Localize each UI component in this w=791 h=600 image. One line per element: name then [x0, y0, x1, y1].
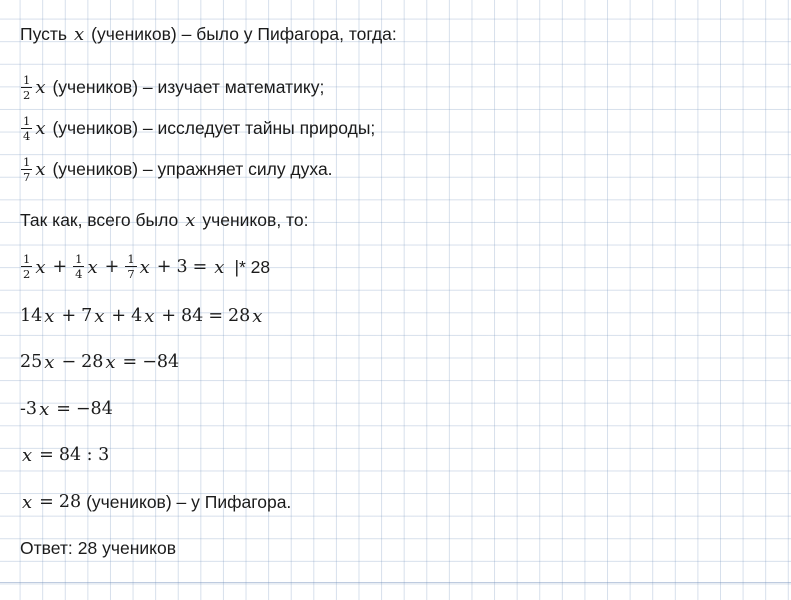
fraction-denominator: 4 — [75, 267, 83, 282]
since-after: учеников, то: — [202, 210, 309, 231]
equation-2-op-1: + — [61, 305, 77, 326]
equation-1-constant: 3 — [176, 257, 188, 277]
equation-2-rhs-var: x — [252, 305, 263, 327]
equation-3-equals: = — [122, 352, 138, 373]
equation-3-coef-1: 25 — [20, 352, 43, 373]
fraction-3-variable: x — [35, 159, 46, 181]
fraction-3-text: (учеников) – упражняет силу духа. — [52, 159, 333, 180]
line-equation-2 — [20, 306, 771, 329]
fraction-one-quarter — [21, 115, 32, 142]
equation-6-rhs: 28 — [58, 491, 82, 512]
equation-1-fraction-quarter — [73, 253, 84, 280]
intro-variable: x — [74, 24, 85, 45]
equation-1-multiplier-note: |* 28 — [234, 257, 271, 277]
equation-1-var-b: x — [87, 256, 98, 278]
equation-5-var: x — [22, 445, 33, 466]
line-answer — [20, 538, 771, 560]
intro-after: (учеников) – было у Пифагора, тогда: — [91, 24, 397, 45]
equation-1-var-c: x — [139, 256, 150, 278]
equation-2-op-2: + — [111, 305, 127, 326]
equation-2-coef-1: 14 — [20, 305, 43, 326]
equation-3-var-2: x — [105, 352, 116, 373]
equation-1-plus-c: + — [156, 257, 172, 277]
equation-6-var: x — [22, 491, 33, 513]
line-equation-5 — [20, 445, 771, 468]
fraction-denominator: 2 — [23, 267, 31, 282]
line-fraction-3 — [20, 154, 771, 184]
fraction-numerator: 1 — [75, 252, 83, 267]
line-since — [20, 210, 771, 233]
line-equation-1 — [20, 254, 771, 281]
equation-1-var-a: x — [35, 256, 46, 278]
equation-1-fraction-half — [21, 253, 32, 280]
equation-2-coef-3: 4 — [131, 305, 143, 326]
equation-3-op-1: − — [61, 352, 77, 373]
equation-3-coef-2: 28 — [81, 352, 104, 373]
equation-6-equals: = — [39, 491, 54, 512]
intro-before: Пусть — [20, 24, 68, 45]
fraction-numerator: 1 — [23, 113, 31, 128]
fraction-numerator: 1 — [23, 154, 31, 169]
fraction-1-text: (учеников) – изучает математику; — [52, 77, 325, 98]
equation-4-var: x — [39, 398, 50, 420]
equation-1-equals: = — [192, 257, 208, 277]
line-fraction-2 — [20, 113, 771, 143]
answer-label: Ответ: — [20, 538, 73, 558]
equation-2-var-1: x — [44, 305, 55, 327]
equation-4-equals: = — [56, 398, 71, 419]
equation-2-op-3: + — [161, 305, 177, 326]
equation-2-var-2: x — [94, 305, 105, 327]
equation-1-plus-a: + — [52, 257, 68, 277]
fraction-numerator: 1 — [127, 252, 135, 267]
equation-1-fraction-seventh — [125, 253, 136, 280]
equation-1-plus-b: + — [104, 257, 120, 277]
line-fraction-1 — [20, 72, 771, 102]
equation-2-constant: 84 — [181, 305, 204, 326]
equation-2-var-3: x — [144, 305, 155, 327]
line-equation-4 — [20, 399, 771, 422]
since-before: Так как, всего было — [20, 210, 179, 231]
fraction-numerator: 1 — [23, 72, 31, 87]
fraction-denominator: 7 — [127, 267, 135, 282]
equation-4-rhs: −84 — [75, 398, 113, 419]
equation-2-coef-2: 7 — [81, 305, 93, 326]
equation-5-rhs: 84 : 3 — [58, 445, 110, 466]
fraction-2-text: (учеников) – исследует тайны природы; — [52, 118, 376, 139]
equation-5-equals: = — [39, 445, 54, 466]
equation-1-rhs-var: x — [214, 256, 225, 278]
fraction-one-half — [21, 74, 32, 101]
fraction-denominator: 4 — [23, 128, 31, 143]
equation-2-rhs-coef: 28 — [228, 305, 251, 326]
line-equation-6 — [20, 492, 771, 515]
fraction-denominator: 7 — [23, 169, 31, 184]
line-intro — [20, 24, 771, 47]
line-equation-3 — [20, 352, 771, 375]
fraction-one-seventh — [21, 156, 32, 183]
equation-6-text: (учеников) – у Пифагора. — [86, 491, 292, 512]
fraction-numerator: 1 — [23, 252, 31, 267]
fraction-2-variable: x — [35, 117, 46, 139]
equation-4-coef: -3 — [20, 398, 38, 419]
answer-value: 28 учеников — [77, 538, 177, 558]
fraction-denominator: 2 — [23, 87, 31, 102]
equation-2-equals: = — [208, 305, 223, 326]
equation-3-rhs: −84 — [142, 352, 180, 373]
fraction-1-variable: x — [35, 76, 46, 98]
since-variable: x — [185, 209, 196, 231]
equation-3-var-1: x — [44, 352, 55, 373]
